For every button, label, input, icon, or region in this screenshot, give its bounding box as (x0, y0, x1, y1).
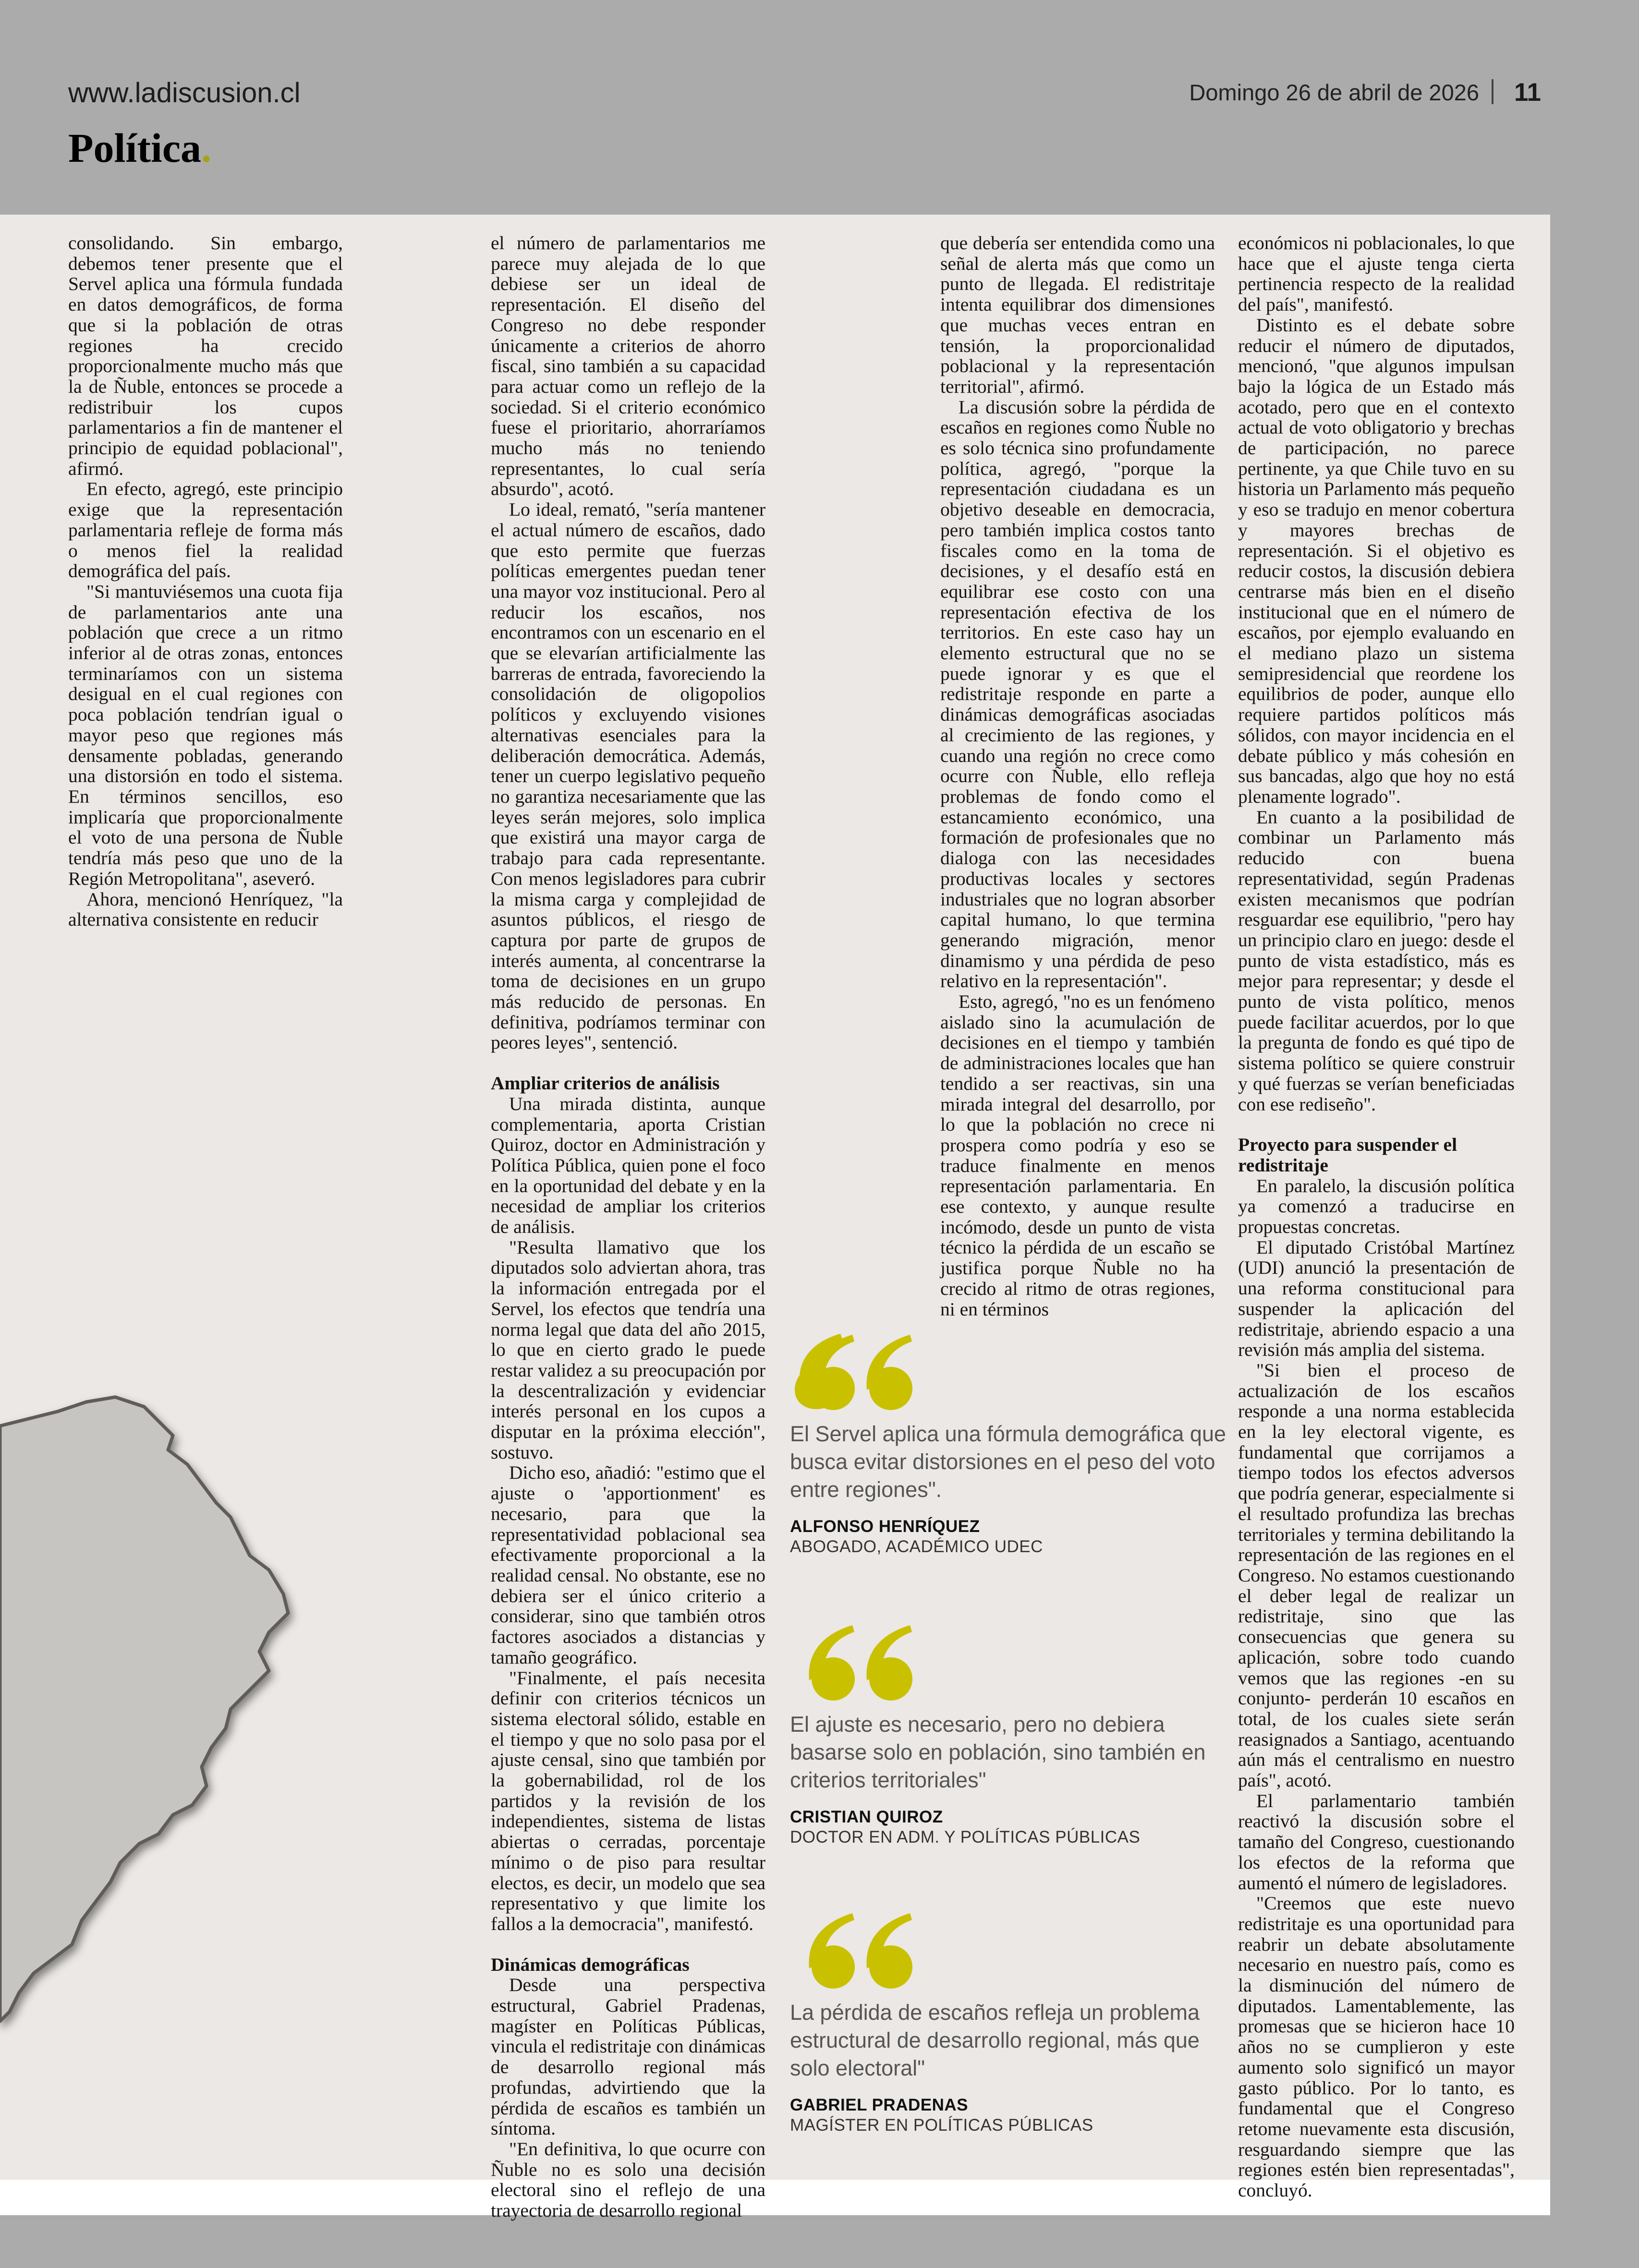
quote-text: El ajuste es necesario, pero no debiera basarse solo en población, sino también en criterios territoriales" (790, 1712, 1206, 1792)
article-paragraph: económicos ni poblacionales, lo que hace que el ajuste tenga cierta pertinencia respecto de la realidad del país", manifestó. (1238, 232, 1515, 315)
column-2-dinamicas (491, 1975, 765, 2220)
article-column-2 (491, 233, 765, 2221)
article-column-4 (1238, 233, 1515, 2201)
quote-mark-icon (790, 1908, 915, 1990)
article-paragraph: "Finalmente, el país necesita definir con criterios técnicos un sistema electoral sólido, estable en el tiempo y que no solo pasa por el ajuste censal, sino que también por la gobernabilidad, rol de los partidos y la revisión de los independientes, sistema de listas abiertas o cerradas, porcentaje mínimo o de piso para resultar electos, es decir, un modelo que sea representativo y que limite los fallos a la democracia", manifestó. (491, 1667, 765, 1934)
article-paragraph: En cuanto a la posibilidad de combinar un Parlamento más reducido con buena representatividad, según Pradenas existen mecanismos que podrían resguardar ese equilibrio, "pero hay un principio claro en juego: desde el punto de vista estadístico, más es mejor para representar; y desde el punto de vista político, menos puede facilitar acuerdos, por lo que la pregunta de fondo es qué tipo de sistema político se quiere construir y qué fuerzas se verían beneficiadas con ese rediseño". (1238, 806, 1515, 1115)
section-dot: . (201, 125, 212, 171)
column-4-proyecto (1238, 1176, 1515, 2201)
pull-quote-quiroz (790, 1620, 1232, 1847)
article-paragraph: Ahora, mencionó Henríquez, "la alternativa consistente en reducir (68, 888, 343, 930)
pull-quote-pradenas (790, 1908, 1232, 2135)
article-paragraph: Dicho eso, añadió: "estimo que el ajuste o 'apportionment' es necesario, para que la representatividad poblacional sea efectivamente proporcional a la realidad censal. No obstante, ese no debiera ser el único criterio a considerar, sino que también otros factores asociados a distancias y tamaño geográfico. (491, 1462, 765, 1668)
quote-text: La pérdida de escaños refleja un problema estructural de desarrollo regional, más que solo electoral" (790, 2000, 1200, 2080)
issue-date-text: Domingo 26 de abril de 2026 (1189, 80, 1479, 105)
article-paragraph: El diputado Cristóbal Martínez (UDI) anunció la presentación de una reforma constitucional para suspender la aplicación del redistritaje, abriendo espacio a una revisión más amplia del sistema. (1238, 1236, 1515, 1361)
article-paragraph: El parlamentario también reactivó la discusión sobre el tamaño del Congreso, cuestionando los efectos de la reforma que aumentó el número de legisladores. (1238, 1790, 1515, 1894)
article-paragraph: Lo ideal, remató, "sería mantener el actual número de escaños, dado que esto permite que fuerzas políticas emergentes puedan tener una mayor voz institucional. Pero al reducir los escaños, nos encontramos con un escenario en el que se elevarían artificialmente las barreras de entrada, favoreciendo la consolidación de oligopolios políticos y excluyendo visiones alternativas esenciales para la deliberación democrática. Además, tener un cuerpo legislativo pequeño no garantiza necesariamente que las leyes serán mejores, solo implica que existirá una mayor carga de trabajo para cada representante. Con menos legisladores para cubrir la misma carga y complejidad de asuntos públicos, el riesgo de captura por parte de grupos de interés aumenta, al concentrarse la toma de decisiones en un grupo más reducido de personas. En definitiva, podríamos terminar con peores leyes", sentenció. (491, 499, 765, 1053)
section-title-text: Política (68, 125, 202, 171)
quote-author-role: ABOGADO, ACADÉMICO UDEC (790, 1537, 1043, 1556)
section-title (68, 124, 212, 172)
subheading-dinamicas: Dinámicas demográficas (491, 1954, 690, 1975)
column-2-intro (491, 233, 765, 1053)
site-url[interactable]: www.ladiscusion.cl (68, 77, 301, 109)
quote-author-role: MAGÍSTER EN POLÍTICAS PÚBLICAS (790, 2116, 1093, 2135)
article-paragraph: Esto, agregó, "no es un fenómeno aislado sino la acumulación de decisiones en el tiempo y también de administraciones locales que han tendido a ser reactivas, sin una mirada integral del desarrollo, por lo que la población no crece ni prospera como podría y eso se traduce finalmente en menos representación parlamentaria. En ese contexto, y aunque resulte incómodo, desde un punto de vista técnico la pérdida de un escaño se justifica porque Ñuble no ha crecido al ritmo de otras regiones, ni en términos (940, 991, 1215, 1320)
quote-author-name: CRISTIAN QUIROZ (790, 1808, 943, 1826)
pull-quote-henriquez (790, 1330, 1232, 1556)
article-paragraph: Una mirada distinta, aunque complementaria, aporta Cristian Quiroz, doctor en Administración y Política Pública, quien pone el foco en la oportunidad del debate y en la necesidad de ampliar los criterios de análisis. (491, 1093, 765, 1238)
quote-text: El Servel aplica una fórmula demográfica que busca evitar distorsiones en el peso del voto entre regiones". (790, 1422, 1226, 1502)
date-separator (1492, 79, 1493, 104)
article-column-1 (68, 233, 343, 930)
article-paragraph: En paralelo, la discusión política ya comenzó a traducirse en propuestas concretas. (1238, 1175, 1515, 1238)
page-number: 11 (1514, 78, 1542, 107)
quote-author-name: ALFONSO HENRÍQUEZ (790, 1517, 980, 1536)
article-paragraph: En efecto, agregó, este principio exige que la representación parlamentaria refleje de forma más o menos fiel la realidad demográfica del país. (68, 478, 343, 582)
quote-author-role: DOCTOR EN ADM. Y POLÍTICAS PÚBLICAS (790, 1828, 1141, 1846)
subheading-proyecto: Proyecto para suspender el redistritaje (1238, 1134, 1457, 1176)
page-header (0, 0, 1639, 211)
article-paragraph: "En definitiva, lo que ocurre con Ñuble no es solo una decisión electoral sino el reflejo de una trayectoria de desarrollo regional (491, 2138, 765, 2221)
article-paragraph: "Resulta llamativo que los diputados solo adviertan ahora, tras la información entregada por el Servel, los efectos que tendría una norma legal que data del año 2015, lo que en cierto grado le puede restar validez a su preocupación por la descentralización y evidenciar interés personal en los cupos a disputar en la próxima elección", sostuvo. (491, 1236, 765, 1463)
article-paragraph: que debería ser entendida como una señal de alerta más que como un punto de llegada. El redistritaje intenta equilibrar dos dimensiones que muchas veces entran en tensión, la proporcionalidad poblacional y la representación territorial", afirmó. (940, 232, 1215, 397)
issue-date (1189, 79, 1493, 106)
map-shape (0, 1397, 288, 2021)
article-paragraph: La discusión sobre la pérdida de escaños en regiones como Ñuble no es solo técnica sino profundamente política, agregó, "porque la representación ciudadana es un objetivo deseable en democracia, pero también implica costos tanto fiscales como en la toma de decisiones, y el desafío está en equilibrar ese costo con una representación efectiva de los territorios. En este caso hay un elemento estructural que no se puede ignorar y es que el redistritaje responde en parte a dinámicas demográficas asociadas al crecimiento de las regiones, y cuando una región no crece como ocurre con Ñuble, ello refleja problemas de fondo como el estancamiento económico, una formación de profesionales que no dialoga con las necesidades productivas locales y sectores industriales que no logran absorber capital humano, lo que termina generando migración, menor dinamismo y una pérdida de peso relativo en la representación". (940, 396, 1215, 992)
quote-mark-icon (790, 1330, 915, 1411)
subheading-criterios: Ampliar criterios de análisis (491, 1073, 720, 1094)
article-paragraph: "Creemos que este nuevo redistritaje es una oportunidad para reabrir un debate absolutamente necesario en nuestro país, como es la disminución del número de diputados. Lamentablemente, las promesas que se hicieron hace 10 años no se cumplieron y este aumento solo significó un mayor gasto público. Por lo tanto, es fundamental que el Congreso retome nuevamente esta discusión, resguardando siempre que las regiones estén bien representadas", concluyó. (1238, 1893, 1515, 2201)
region-map-cutout-illustration (0, 1392, 480, 2112)
article-paragraph: "Si mantuviésemos una cuota fija de parlamentarios ante una población que crece a un ritmo inferior al de otras zonas, entonces terminaríamos con un sistema desigual en el cual regiones con poca población tendrían igual o mayor peso que regiones más densamente pobladas, generando una distorsión en todo el sistema. En términos sencillos, eso implicaría que proporcionalmente el voto de una persona de Ñuble tendría más peso que uno de la Región Metropolitana", aseveró. (68, 580, 343, 889)
article-paragraph: Desde una perspectiva estructural, Gabriel Pradenas, magíster en Políticas Públicas, vincula el redistritaje con dinámicas de desarrollo regional más profundas, advirtiendo que la pérdida de escaños es también un síntoma. (491, 1974, 765, 2139)
column-4-intro (1238, 233, 1515, 1114)
article-paragraph: Distinto es el debate sobre reducir el número de diputados, mencionó, "que algunos impulsan bajo la lógica de un Estado más acotado, pero que en el contexto actual de voto obligatorio y brechas de participación, no parece pertinente, ya que Chile tuvo en su historia un Parlamento más pequeño y eso se tradujo en menor cobertura y mayores brechas de representación. Si el objetivo es reducir costos, la discusión debiera centrarse más bien en el diseño institucional que en el número de escaños, por ejemplo evaluando en el mediano plazo un sistema semipresidencial que reordene los equilibrios de poder, aunque ello requiere partidos políticos más sólidos, con mayor incidencia en el debate público y más cohesión en sus bancadas, algo que hoy no está plenamente logrado". (1238, 314, 1515, 807)
quote-mark-icon (790, 1620, 915, 1702)
column-2-criterios (491, 1094, 765, 1934)
quote-author-name: GABRIEL PRADENAS (790, 2096, 969, 2114)
article-paragraph: consolidando. Sin embargo, debemos tener presente que el Servel aplica una fórmula fundada en datos demográficos, de forma que si la población de otras regiones ha crecido proporcionalmente mucho más que la de Ñuble, entonces se procede a redistribuir los cupos parlamentarios a fin de mantener el principio de equidad poblacional", afirmó. (68, 232, 343, 479)
article-column-3 (940, 233, 1215, 1319)
article-paragraph: "Si bien el proceso de actualización de los escaños responde a una norma establecida en la ley electoral vigente, es fundamental que corrijamos a tiempo todos los efectos adversos que podría generar, especialmente si el resultado profundiza las brechas territoriales y termina debilitando la representación de las regiones en el Congreso. No estamos cuestionando el deber legal de realizar un redistritaje, sino que las consecuencias que genera su aplicación, sobre todo cuando vemos que las regiones -en su conjunto- perderán 10 escaños en total, de los cuales siete serán reasignados a Santiago, acentuando aún más el centralismo en nuestro país", acotó. (1238, 1359, 1515, 1791)
article-paragraph: el número de parlamentarios me parece muy alejada de lo que debiese ser un ideal de representación. El diseño del Congreso no debe responder únicamente a criterios de ahorro fiscal, sino también a su capacidad para actuar como un reflejo de la sociedad. Si el criterio económico fuese el prioritario, ahorraríamos mucho más no teniendo representantes, lo cual sería absurdo", acotó. (491, 232, 765, 500)
